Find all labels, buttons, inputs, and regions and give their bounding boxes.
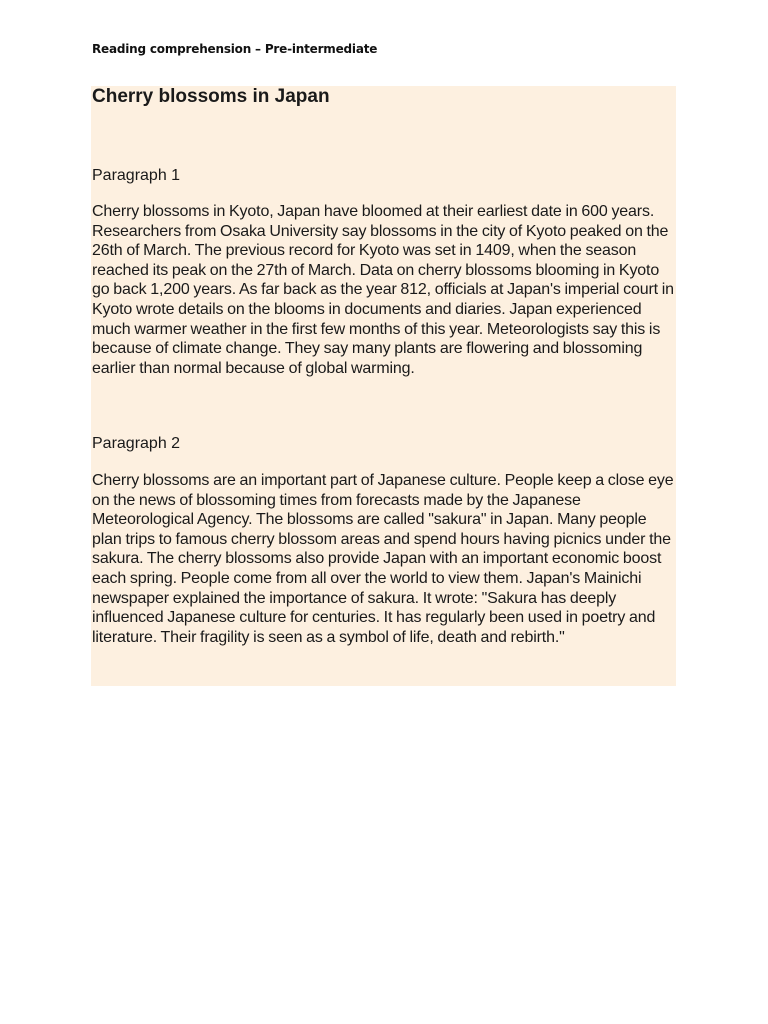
page-header: Reading comprehension – Pre-intermediate <box>92 42 378 56</box>
article-box <box>91 86 676 686</box>
paragraph-2-text: Cherry blossoms are an important part of Japanese culture. People keep a close eye on the news of blossoming times from forecasts made by the Japanese Meteorological Agency. The blossoms are called "sakura" in Japan. Many people plan trips to famous cherry blossom areas and spend hours having picnics under the sakura. The cherry blossoms also provide Japan with an important economic boost each spring. People come from all over the world to view them. Japan's Mainichi newspaper explained the importance of sakura. It wrote: "Sakura has deeply influenced Japanese culture for centuries. It has regularly been used in poetry and literature. Their fragility is seen as a symbol of life, death and rebirth." <box>92 472 674 646</box>
paragraph-1-heading: Paragraph 1 <box>92 167 181 184</box>
article-title: Cherry blossoms in Japan <box>92 86 330 107</box>
paragraph-2-heading: Paragraph 2 <box>92 435 181 452</box>
paragraph-1-text: Cherry blossoms in Kyoto, Japan have bloomed at their earliest date in 600 years. Researchers from Osaka University say blossoms in the city of Kyoto peaked on the 26th of March. The previous record for Kyoto was set in 1409, when the season reached its peak on the 27th of March. Data on cherry blossoms blooming in Kyoto go back 1,200 years. As far back as the year 812, officials at Japan's imperial court in Kyoto wrote details on the blooms in documents and diaries. Japan experienced much warmer weather in the first few months of this year. Meteorologists say this is because of climate change. They say many plants are flowering and blossoming earlier than normal because of global warming. <box>92 203 674 377</box>
